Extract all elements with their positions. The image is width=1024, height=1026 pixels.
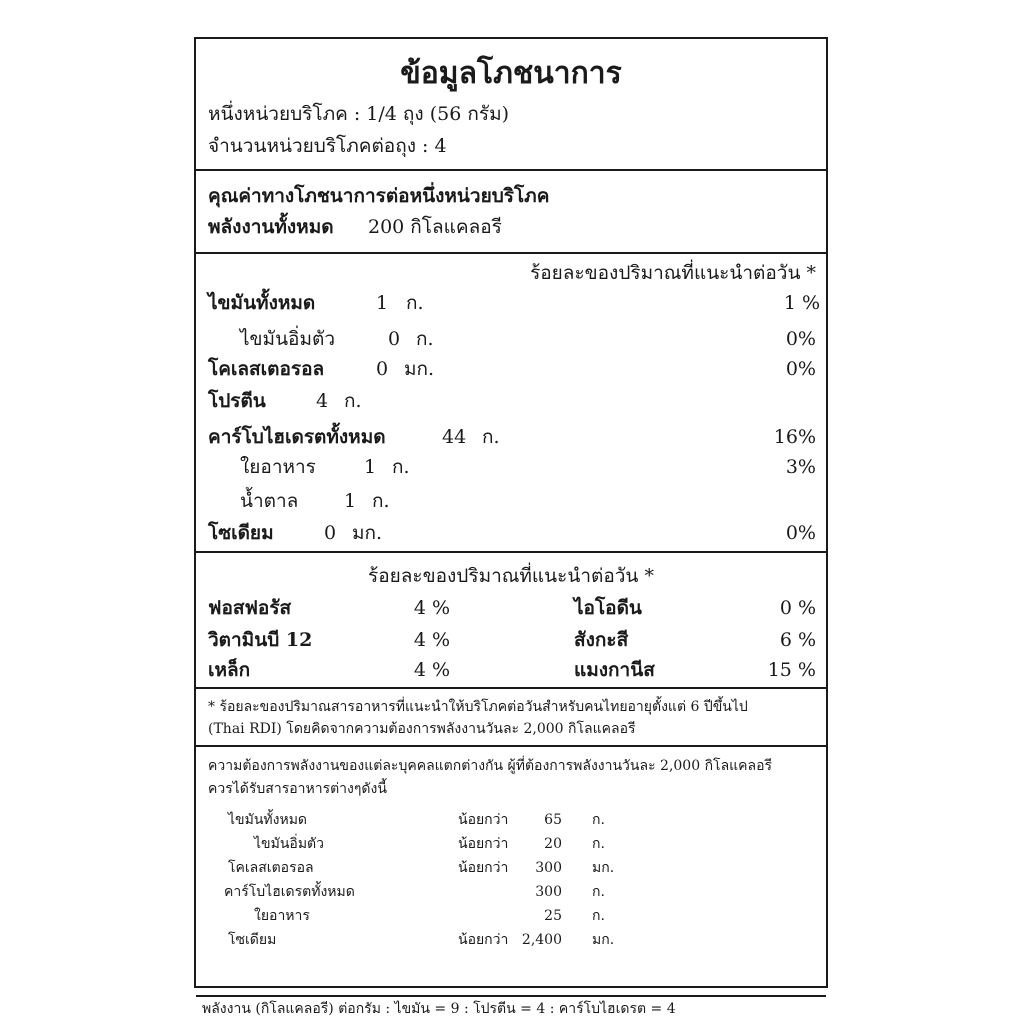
vitamin-name: สังกะสี [574, 629, 629, 651]
nutrient-unit: ก. [392, 456, 410, 478]
requirement-unit: ก. [592, 812, 605, 828]
requirement-name: คาร์โบไฮเดรตทั้งหมด [224, 884, 355, 900]
vitamin-name: เหล็ก [208, 659, 251, 681]
nutrient-amount: 1 [376, 292, 389, 314]
requirements-intro: ความต้องการพลังงานของแต่ละบุคคลแตกต่างกัน ผู้ที่ต้องการพลังงานวันละ 2,000 กิโลแคลอรี [208, 758, 773, 774]
nutrient-name: โซเดียม [208, 522, 274, 544]
nutrient-dv: 0% [785, 328, 816, 350]
serving-size: หนึ่งหน่วยบริโภค : 1/4 ถุง (56 กรัม) [208, 103, 510, 125]
per-serving-heading: คุณค่าทางโภชนาการต่อหนึ่งหน่วยบริโภค [208, 185, 550, 207]
vitamins-dv-header: ร้อยละของปริมาณที่แนะนำต่อวัน * [368, 565, 654, 587]
requirement-qualifier: น้อยกว่า [458, 836, 509, 852]
vitamin-name: ไอโอดีน [574, 597, 642, 619]
energy-section [196, 169, 826, 254]
requirement-value: 65 [544, 812, 562, 828]
requirement-unit: ก. [592, 836, 605, 852]
dv-header: ร้อยละของปริมาณที่แนะนำต่อวัน * [530, 262, 816, 284]
footnote-line: (Thai RDI) โดยคิดจากความต้องการพลังงานวันละ 2,000 กิโลแคลอรี [208, 721, 636, 737]
requirement-unit: มก. [592, 932, 615, 948]
requirement-value: 20 [544, 836, 562, 852]
nutrient-name: น้ำตาล [240, 490, 299, 512]
vitamin-dv: 6 % [779, 629, 816, 651]
nutrient-name: ใยอาหาร [240, 456, 316, 478]
requirement-unit: ก. [592, 908, 605, 924]
nutrition-label [194, 37, 828, 1017]
nutrient-name: ไขมันอิ่มตัว [240, 328, 335, 350]
requirement-qualifier: น้อยกว่า [458, 932, 509, 948]
footnote-line: * ร้อยละของปริมาณสารอาหารที่แนะนำให้บริโภคต่อวันสำหรับคนไทยอายุตั้งแต่ 6 ปีขึ้นไป [208, 699, 748, 715]
nutrient-dv: 0% [785, 522, 816, 544]
requirement-name: โคเลสเตอรอล [228, 860, 314, 876]
vitamin-dv: 4 % [413, 597, 450, 619]
nutrient-name: คาร์โบไฮเดรตทั้งหมด [208, 426, 386, 448]
vitamin-dv: 0 % [779, 597, 816, 619]
requirement-value: 25 [544, 908, 562, 924]
nutrients-section [196, 252, 826, 553]
requirements-section [196, 745, 826, 997]
vitamin-name: แมงกานีส [574, 659, 655, 681]
vitamin-dv: 4 % [413, 629, 450, 651]
requirement-qualifier: น้อยกว่า [458, 860, 509, 876]
energy-label: พลังงานทั้งหมด [208, 216, 334, 238]
requirement-unit: มก. [592, 860, 615, 876]
nutrient-dv: 0% [785, 358, 816, 380]
label-title: ข้อมูลโภชนาการ [400, 56, 622, 91]
conversion-section [196, 995, 826, 1026]
nutrient-amount: 1 [364, 456, 377, 478]
requirement-name: ไขมันทั้งหมด [228, 812, 308, 828]
conversion-text: พลังงาน (กิโลแคลอรี) ต่อกรัม : ไขมัน = 9 : โปรตีน = 4 : คาร์โบไฮเดรต = 4 [202, 1001, 676, 1017]
requirements-intro: ควรได้รับสารอาหารต่างๆดังนี้ [208, 781, 387, 797]
vitamin-dv: 15 % [767, 659, 816, 681]
nutrient-amount: 1 [344, 490, 357, 512]
servings-per-bag: จำนวนหน่วยบริโภคต่อถุง : 4 [208, 135, 447, 157]
energy-value: 200 กิโลแคลอรี [368, 216, 502, 238]
header-section [196, 39, 826, 171]
nutrient-dv: 1 % [783, 292, 820, 314]
nutrient-dv: 3% [785, 456, 816, 478]
nutrient-name: โคเลสเตอรอล [208, 358, 325, 380]
nutrient-unit: ก. [482, 426, 500, 448]
vitamins-section [196, 551, 826, 689]
nutrient-unit: มก. [404, 358, 435, 380]
nutrient-amount: 0 [376, 358, 389, 380]
nutrient-unit: ก. [372, 490, 390, 512]
requirement-value: 2,400 [521, 932, 562, 948]
nutrient-unit: มก. [352, 522, 383, 544]
nutrient-amount: 0 [388, 328, 401, 350]
requirement-name: ใยอาหาร [254, 908, 310, 924]
nutrient-amount: 0 [324, 522, 337, 544]
vitamin-name: ฟอสฟอรัส [208, 597, 292, 619]
requirement-value: 300 [535, 884, 562, 900]
vitamin-name: วิตามินบี 12 [208, 629, 313, 651]
vitamin-dv: 4 % [413, 659, 450, 681]
requirement-qualifier: น้อยกว่า [458, 812, 509, 828]
nutrient-dv: 16% [773, 426, 816, 448]
requirement-unit: ก. [592, 884, 605, 900]
nutrient-unit: ก. [406, 292, 424, 314]
requirement-value: 300 [535, 860, 562, 876]
requirement-name: โซเดียม [228, 932, 277, 948]
nutrient-amount: 4 [316, 390, 329, 412]
nutrient-name: โปรตีน [208, 390, 266, 412]
nutrient-unit: ก. [416, 328, 434, 350]
footnote-section [196, 687, 826, 747]
requirement-name: ไขมันอิ่มตัว [254, 836, 324, 852]
nutrient-amount: 44 [442, 426, 467, 448]
nutrient-unit: ก. [344, 390, 362, 412]
nutrient-name: ไขมันทั้งหมด [208, 292, 316, 314]
